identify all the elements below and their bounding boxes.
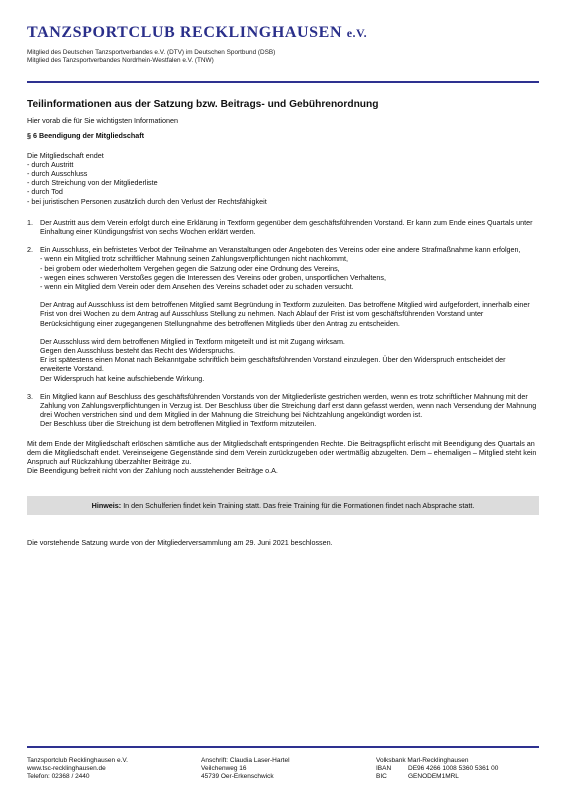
paragraph-text-group <box>40 337 539 383</box>
closing-statement: Die vorstehende Satzung wurde von der Mitgliederversammlung am 29. Juni 2021 beschlossen. <box>27 537 333 547</box>
note-label: Hinweis: <box>91 500 122 510</box>
list-item: - durch Tod <box>27 187 63 197</box>
footer-bank-name: Volksbank Marl-Recklinghausen <box>376 757 469 764</box>
paragraph-text: Ein Mitglied kann auf Beschluss des geschäftsführenden Vorstands von der Mitgliederliste gestrichen werden, wenn es trotz schriftlicher Mahnung mit der Zahlung von Zahlungsverpflichtungen in Verzug ist. Der Beschluss über die Streichung darf erst dann gefasst werden, wenn nach Versendung der Mahnung drei Wochen verstrichen sind und dem Mitglied in der Mahnung die Streichung bei Nichtzahlung angekündigt worden ist. <box>40 391 537 420</box>
membership-info <box>27 49 275 66</box>
section-title: § 6 Beendigung der Mitgliedschaft <box>27 131 145 141</box>
paragraph-1 <box>27 218 539 236</box>
paragraph-line: Gegen den Ausschluss besteht das Recht des Widerspruchs. <box>40 346 235 356</box>
club-name: TANZSPORTCLUB RECKLINGHAUSEN <box>27 24 343 41</box>
list-item: - wegen eines schweren Verstoßes gegen die Interessen des Vereins oder groben, unsportlichen Verhaltens, <box>40 272 387 282</box>
footer-iban-row <box>376 765 498 773</box>
club-suffix: e.V. <box>346 26 368 40</box>
list-item: - wenn ein Mitglied dem Verein oder dem Ansehen des Vereins schadet oder zu schaden versucht. <box>40 282 354 292</box>
note-box <box>27 496 539 515</box>
iban-label: IBAN <box>376 765 392 773</box>
document-heading: Teilinformationen aus der Satzung bzw. Beitrags- und Gebührenordnung <box>27 99 379 110</box>
footer-bic-row <box>376 773 498 781</box>
document-body <box>27 100 539 547</box>
paragraph-number: 1. <box>27 217 33 227</box>
paragraph-3 <box>27 392 539 429</box>
end-reasons <box>27 151 539 206</box>
bic-value: GENODEM1MRL <box>408 773 459 781</box>
membership-line-dtv: Mitglied des Deutschen Tanzsportverbandes e.V. (DTV) im Deutschen Sportbund (DSB) <box>27 49 276 56</box>
footer-city: 45739 Oer-Erkenschwick <box>201 773 274 781</box>
intro-text: Hier vorab die für Sie wichtigsten Informationen <box>27 116 179 126</box>
end-reasons-list <box>27 160 539 206</box>
paragraph-2 <box>27 245 539 383</box>
paragraph-body <box>40 245 539 383</box>
membership-line-tnw: Mitglied des Tanzsportverbandes Nordrhein-Westfalen e.V. (TNW) <box>27 57 214 65</box>
footer-address <box>201 757 290 782</box>
iban-value: DE96 4266 1008 5360 5361 00 <box>408 765 499 773</box>
paragraph-line: Er ist spätestens einen Monat nach Bekanntgabe schriftlich beim geschäftsführenden Vorstand einzulegen. Über den Widerspruch entscheidet der erweiterte Vorstand. <box>40 355 506 374</box>
club-title <box>27 24 367 42</box>
paragraph-number: 3. <box>27 391 33 401</box>
end-intro: Die Mitgliedschaft endet <box>27 150 104 160</box>
bic-label: BIC <box>376 773 387 781</box>
paragraph-number: 2. <box>27 245 33 255</box>
paragraph-text: Mit dem Ende der Mitgliedschaft erlöschen sämtliche aus der Mitgliedschaft entspringenden Rechte. Die Beitragspflicht erlischt mit Beendigung des Quartals an dem die Mitgliedschaft endet. Vereinseigene Gegenstände sind dem Verein zurückzugeben oder wertmäßig abzugelten. Dem – ehemaligen – Mitglied steht kein Anspruch auf Rückzahlung überzahlter Beiträge zu. <box>27 438 537 467</box>
footer-street: Veilchenweg 16 <box>201 765 247 773</box>
paragraph-body <box>40 392 539 429</box>
note-text: In den Schulferien findet kein Training statt. Das freie Training für die Formationen findet nach Absprache statt. <box>123 500 475 510</box>
list-item: - durch Austritt <box>27 159 74 169</box>
exclusion-reasons-list <box>40 254 539 291</box>
footer-website-link[interactable]: www.tsc-recklinghausen.de <box>27 765 106 773</box>
footer-divider <box>27 746 539 748</box>
paragraph-text: Der Austritt aus dem Verein erfolgt durch eine Erklärung in Textform gegenüber dem geschäftsführenden Vorstand. Er kann zum Ende eines Quartals unter Einhaltung einer Kündigungsfrist von sechs Wochen erklärt werden. <box>40 217 533 237</box>
list-item: - bei juristischen Personen zusätzlich durch den Verlust der Rechtsfähigkeit <box>27 196 267 206</box>
paragraph-line: Der Widerspruch hat keine aufschiebende Wirkung. <box>40 373 205 383</box>
paragraph-text: Der Antrag auf Ausschluss ist dem betroffenen Mitglied samt Begründung in Textform zuzuleiten. Das betroffene Mitglied wird aufgefordert, innerhalb einer Frist von drei Wochen zu dem Antrag auf Ausschluss Stellung zu nehmen. Nach Ablauf der Frist ist vom geschäftsführenden Vorstand unter Berücksichtigung einer zugegangenen Stellungnahme des betroffenen Mitglieds über den Antrag zu entscheiden. <box>40 300 530 328</box>
footer-club <box>27 757 128 782</box>
footer-bank <box>376 757 498 782</box>
paragraph-line: Die Beendigung befreit nicht von der Zahlung noch ausstehender Beiträge o.A. <box>27 466 278 476</box>
footer-contact: Anschrift: Claudia Laser-Hartel <box>201 757 290 764</box>
list-item: - bei grobem oder wiederholtem Vergehen gegen die Satzung oder eine Ordnung des Vereins, <box>40 263 340 273</box>
list-item: - wenn ein Mitglied trotz schriftlicher Mahnung seinen Zahlungsverpflichtungen nicht nachkommt, <box>40 254 349 264</box>
footer-club-name: Tanzsportclub Recklinghausen e.V. <box>27 757 128 764</box>
header-divider <box>27 81 539 83</box>
final-paragraph <box>27 439 539 476</box>
paragraph-line: Der Beschluss über die Streichung ist dem betroffenen Mitglied in Textform mitzuteilen. <box>40 419 317 429</box>
paragraph-line: Der Ausschluss wird dem betroffenen Mitglied in Textform mitgeteilt und ist mit Zugang wirksam. <box>40 336 345 346</box>
list-item: - durch Streichung von der Mitgliederliste <box>27 178 158 188</box>
paragraph-text: Ein Ausschluss, ein befristetes Verbot der Teilnahme an Veranstaltungen oder Angeboten des Vereins oder eine andere Strafmaßnahme kann erfolgen, <box>40 245 521 255</box>
footer-phone: Telefon: 02368 / 2440 <box>27 773 90 781</box>
list-item: - durch Ausschluss <box>27 169 88 179</box>
